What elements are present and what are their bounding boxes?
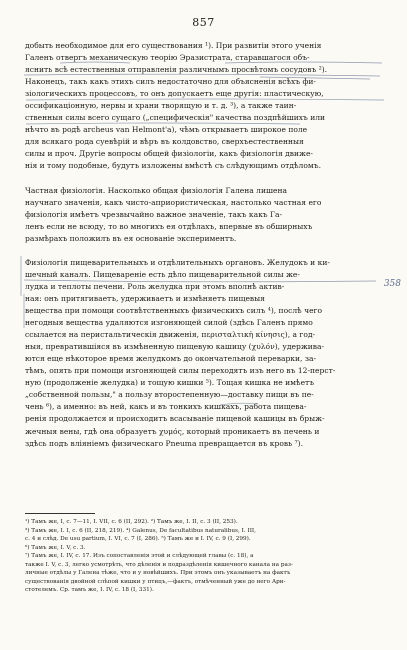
- text-line: Галенъ отвергъ механическую теорію Эразистрата, старавшагося объ-: [25, 53, 310, 63]
- footnote-separator: [25, 513, 95, 514]
- footnote-line: ⁶) Тамъ же, I. V, с. 3.: [25, 544, 86, 551]
- text-line: научнаго значенія, какъ чисто-априористическая, настолько частная его: [25, 197, 322, 207]
- margin-pencil-note: 358: [383, 279, 401, 289]
- text-line: ются еще нѣкоторое время желудкомъ до окончательной переварки, за-: [25, 354, 317, 364]
- text-line: жечныя вены, гдѣ она образуетъ χυμός, который проникаетъ въ печень и: [25, 426, 320, 436]
- text-line: яснить всѣ естественныя отправленія различнымъ просвѣтомъ сосудовъ ²).: [25, 65, 328, 75]
- text-line: тѣмъ, опять при помощи изгоняющей силы переходятъ изъ него въ 12-перст-: [25, 366, 336, 376]
- footnote-line: с. 4 и слѣд. De usu partium, I. VI, с. 7 (I, 286). ⁵) Тамъ же и I. IV, с. 9 (I, 299).: [25, 536, 251, 542]
- footnote-line: личные отдѣлы у Галена тѣже, что и у новѣйшихъ. При этомъ онъ указываетъ на фактъ: [25, 570, 291, 576]
- footnote-line: стотелемъ. Ср. тамъ же, I. IV, с. 18 (I, 331).: [25, 587, 154, 593]
- text-line: вещества при помощи соотвѣтственныхъ физическихъ силъ ⁴), послѣ чего: [25, 306, 323, 316]
- text-line: „собственной пользы," а пользу второстепенную—доставку пищи въ пе-: [25, 390, 314, 400]
- footnote-line: ¹) Тамъ же, I, с. 7—11, I. VII, с. 6 (II, 292). ²) Тамъ же, I. II, с. 3 (II, 253).: [25, 519, 238, 525]
- text-line: ныя, превратившіяся въ измѣненную пищевую кашицу (χυλόν), удержива-: [25, 342, 325, 352]
- footnotes: [25, 518, 385, 595]
- text-line: ная: онъ притягиваетъ, удерживаетъ и измѣняетъ пищевыя: [25, 293, 265, 303]
- text-line: ренія продолжается и происходитъ всасываніе пищевой кашицы въ брыж-: [25, 414, 325, 424]
- footnote-line: ³) Тамъ же, I. I, с. 6 (II, 218, 219). ⁴) Galenus, De facultatibus naturalibus, I. III,: [25, 527, 256, 534]
- text-line: для всякаго рода суевѣрій и вѣръ въ колдовство, сверхъестественныя: [25, 137, 304, 147]
- text-line: добыть необходимое для его существования ¹). При развитіи этого ученія: [25, 41, 322, 50]
- paragraph-spacer: [25, 245, 382, 257]
- text-line: Физіологія пищеварительныхъ и отдѣлительныхъ органовъ. Желудокъ и ки-: [25, 257, 330, 267]
- footnote-line: также I. V, с. 3, легко усмотрѣть, что дѣленія и подраздѣленія кишечного канала на раз-: [25, 561, 293, 568]
- main-text: [25, 40, 382, 450]
- text-line: негодныя вещества удаляются изгоняющей силой (здѣсь Галенъ прямо: [25, 318, 313, 328]
- text-line: физіологія имѣетъ чрезвычайно важное значеніе, такъ какъ Га-: [25, 209, 283, 219]
- text-line: чень ⁶), а именно: въ ней, какъ и въ тонкихъ кишкахъ, работа пищева-: [25, 402, 307, 412]
- text-line: ссылается на перистальтическія движенія, περισταλτικὴ κίνησις), а год-: [25, 330, 316, 340]
- text-line: ную (продолженіе желудка) и тощую кишки ⁵). Тощая кишка не имѣетъ: [25, 378, 315, 388]
- text-line: оссификаціонную, нервы и храни творящую и т. д. ³), а также таин-: [25, 101, 297, 111]
- page-number: 857: [192, 16, 215, 29]
- text-line: зіологическихъ процессовъ, то онъ допускаетъ еще другія: пластическую,: [25, 89, 324, 99]
- text-line: нія и тому подобные, будутъ изложены вмѣстѣ съ слѣдующимъ отдѣломъ.: [25, 161, 321, 171]
- text-line: Наконецъ, такъ какъ этихъ силъ недостаточно для объясненія всѣхъ фи-: [25, 77, 316, 87]
- text-line: лудка и теплоты печени. Роль желудка при этомъ вполнѣ актив-: [25, 281, 285, 291]
- footnote-line: ⁷) Тамъ же, I. IV, с. 17. Изъ сопоставленія этой и слѣдующей главы (с. 18), а: [25, 553, 254, 559]
- text-line: нѣчто въ родѣ archeus van Helmont'a), чѣмъ открываетъ широкое поле: [25, 125, 308, 135]
- paragraph-spacer: [25, 173, 382, 185]
- text-line: силы и проч. Другіе вопросы общей физіологіи, какъ физіологія движе-: [25, 149, 313, 159]
- text-line: ленъ если не всюду, то во многихъ ея отдѣлахъ, впервые въ обширныхъ: [25, 221, 313, 231]
- text-line: здѣсь подъ вліяніемъ физическаго Pneuma превращается въ кровь ⁷).: [25, 438, 303, 448]
- text-line: Частная физіологія. Насколько общая физіологія Галена лишена: [25, 185, 287, 195]
- footnote-line: существованія двойной слѣпой кишки у птицъ,—фактъ, отмѣченный уже до него Ари-: [25, 578, 286, 585]
- text-line: размѣрахъ положилъ въ ея основаніе экспериментъ.: [25, 233, 237, 243]
- text-line: шечный каналъ. Пищевареніе есть дѣло пищеварительной силы же-: [25, 269, 300, 279]
- text-line: ственныя силы всего сущаго („специфическія" качества поздпѣйшихъ или: [25, 113, 326, 123]
